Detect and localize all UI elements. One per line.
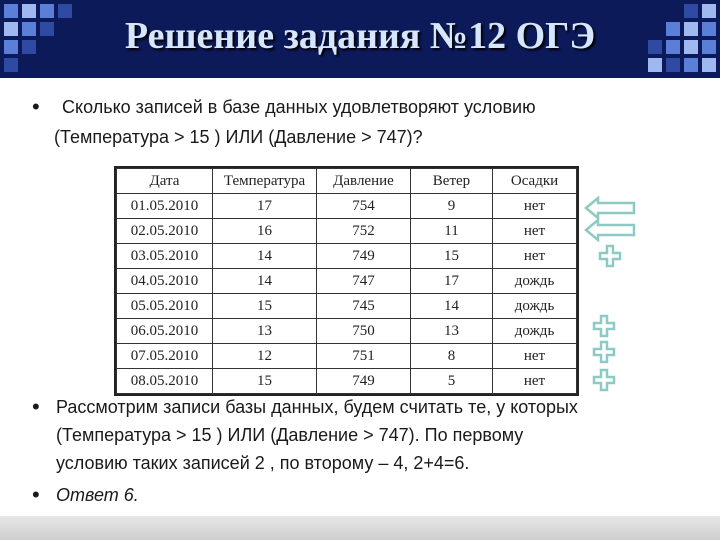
cell-precipitation: нет: [493, 369, 577, 394]
cell-precipitation: дождь: [493, 269, 577, 294]
header-pressure: Давление: [317, 169, 411, 194]
header-date: Дата: [117, 169, 213, 194]
plus-icon: [592, 368, 616, 392]
solution-line-1: Рассмотрим записи базы данных, будем считать те, у которых: [56, 397, 578, 417]
cell-temperature: 17: [213, 194, 317, 219]
header-temperature: Температура: [213, 169, 317, 194]
table-row: [117, 344, 577, 369]
table-header-row: [117, 169, 577, 194]
cell-pressure: 750: [317, 319, 411, 344]
plus-icon: [598, 244, 622, 268]
table-row: [117, 219, 577, 244]
cell-temperature: 16: [213, 219, 317, 244]
cell-pressure: 749: [317, 369, 411, 394]
cell-date: 06.05.2010: [117, 319, 213, 344]
cell-pressure: 751: [317, 344, 411, 369]
cell-temperature: 13: [213, 319, 317, 344]
cell-wind: 8: [411, 344, 493, 369]
bottom-strip: [0, 516, 720, 540]
cell-temperature: 14: [213, 244, 317, 269]
cell-pressure: 754: [317, 194, 411, 219]
solution-line-3: условию таких записей 2 , по второму – 4, 2+4=6.: [56, 453, 470, 473]
table-row: [117, 319, 577, 344]
header-precipitation: Осадки: [493, 169, 577, 194]
cell-precipitation: дождь: [493, 319, 577, 344]
cell-precipitation: нет: [493, 219, 577, 244]
plus-icon: [592, 340, 616, 364]
cell-date: 07.05.2010: [117, 344, 213, 369]
table-row: [117, 269, 577, 294]
left-arrow-icon: [584, 218, 636, 242]
plus-icon: [592, 314, 616, 338]
cell-temperature: 15: [213, 294, 317, 319]
cell-date: 05.05.2010: [117, 294, 213, 319]
bullet-dot: •: [32, 94, 40, 119]
cell-pressure: 745: [317, 294, 411, 319]
cell-wind: 13: [411, 319, 493, 344]
left-arrow-icon: [584, 196, 636, 220]
cell-precipitation: нет: [493, 244, 577, 269]
bullet-dot: •: [32, 482, 40, 507]
table-row: [117, 244, 577, 269]
slide-title: Решение задания №12 ОГЭ: [124, 15, 596, 57]
cell-wind: 5: [411, 369, 493, 394]
cell-precipitation: дождь: [493, 294, 577, 319]
table-row: [117, 369, 577, 394]
data-table: [114, 166, 579, 396]
question-line-2: (Температура > 15 ) ИЛИ (Давление > 747)?: [54, 127, 423, 147]
cell-pressure: 747: [317, 269, 411, 294]
cell-date: 02.05.2010: [117, 219, 213, 244]
solution-line-2: (Температура > 15 ) ИЛИ (Давление > 747). По первому: [56, 425, 524, 445]
table-row: [117, 294, 577, 319]
cell-date: 04.05.2010: [117, 269, 213, 294]
table-row: [117, 194, 577, 219]
header-wind: Ветер: [411, 169, 493, 194]
cell-temperature: 15: [213, 369, 317, 394]
cell-date: 08.05.2010: [117, 369, 213, 394]
cell-precipitation: нет: [493, 194, 577, 219]
cell-pressure: 752: [317, 219, 411, 244]
cell-wind: 15: [411, 244, 493, 269]
question-line-1: Сколько записей в базе данных удовлетворяют условию: [62, 97, 536, 117]
cell-wind: 11: [411, 219, 493, 244]
cell-date: 01.05.2010: [117, 194, 213, 219]
cell-wind: 17: [411, 269, 493, 294]
bullet-dot: •: [32, 394, 40, 419]
cell-date: 03.05.2010: [117, 244, 213, 269]
cell-wind: 14: [411, 294, 493, 319]
answer-text: Ответ 6.: [56, 485, 139, 505]
cell-temperature: 12: [213, 344, 317, 369]
cell-wind: 9: [411, 194, 493, 219]
cell-temperature: 14: [213, 269, 317, 294]
cell-precipitation: нет: [493, 344, 577, 369]
cell-pressure: 749: [317, 244, 411, 269]
title-bar: [0, 0, 720, 78]
